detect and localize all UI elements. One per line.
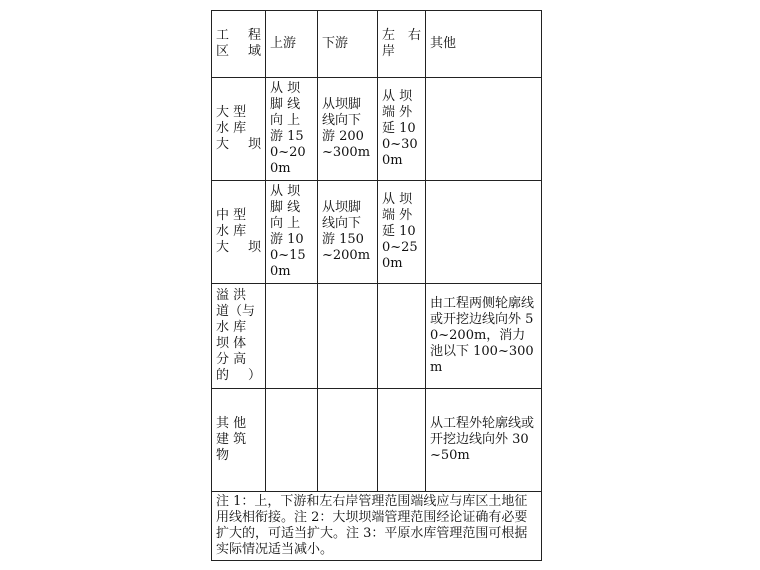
table-row (212, 181, 542, 284)
row-upstream: 从 坝 脚 线 向 上 游 10 0~15 0m (266, 181, 318, 284)
row-upstream (266, 284, 318, 389)
table-row (212, 78, 542, 181)
row-area: 中 型 水 库 大坝 (212, 181, 266, 284)
table-row (212, 389, 542, 492)
row-upstream (266, 389, 318, 492)
header-downstream: 下游 (318, 11, 378, 78)
table-note-row (212, 492, 542, 561)
row-other: 从工程外轮廓线或开挖边线向外 30~50m (426, 389, 542, 492)
row-banks (378, 284, 426, 389)
row-area: 大 型 水 库 大坝 (212, 78, 266, 181)
row-area: 溢 洪 道（与 水 库 坝 体 分 高 的） (212, 284, 266, 389)
header-other: 其他 (426, 11, 542, 78)
management-range-table (211, 10, 542, 561)
row-upstream: 从 坝 脚 线 向 上 游 15 0~20 0m (266, 78, 318, 181)
table-row (212, 284, 542, 389)
row-downstream: 从坝脚线向下游 150 ~200m (318, 181, 378, 284)
row-other (426, 78, 542, 181)
row-banks: 从 坝 端 外 延 10 0~25 0m (378, 181, 426, 284)
header-area: 工 程 区域 (212, 11, 266, 78)
header-banks: 左 右 岸 (378, 11, 426, 78)
row-downstream: 从坝脚线向下游 200 ~300m (318, 78, 378, 181)
row-other: 由工程两侧轮廓线或开挖边线向外 50~200m，消力池以下 100~300m (426, 284, 542, 389)
row-downstream (318, 389, 378, 492)
row-area: 其 他 建 筑 物 (212, 389, 266, 492)
row-other (426, 181, 542, 284)
row-downstream (318, 284, 378, 389)
row-banks: 从 坝 端 外 延 10 0~30 0m (378, 78, 426, 181)
table-header-row (212, 11, 542, 78)
row-banks (378, 389, 426, 492)
table-note: 注 1：上，下游和左右岸管理范围端线应与库区土地征用线相衔接。注 2：大坝坝端管理范围经论证确有必要扩大的，可适当扩大。注 3：平原水库管理范围可根据实际情况适当减小。 (212, 492, 542, 561)
header-upstream: 上游 (266, 11, 318, 78)
